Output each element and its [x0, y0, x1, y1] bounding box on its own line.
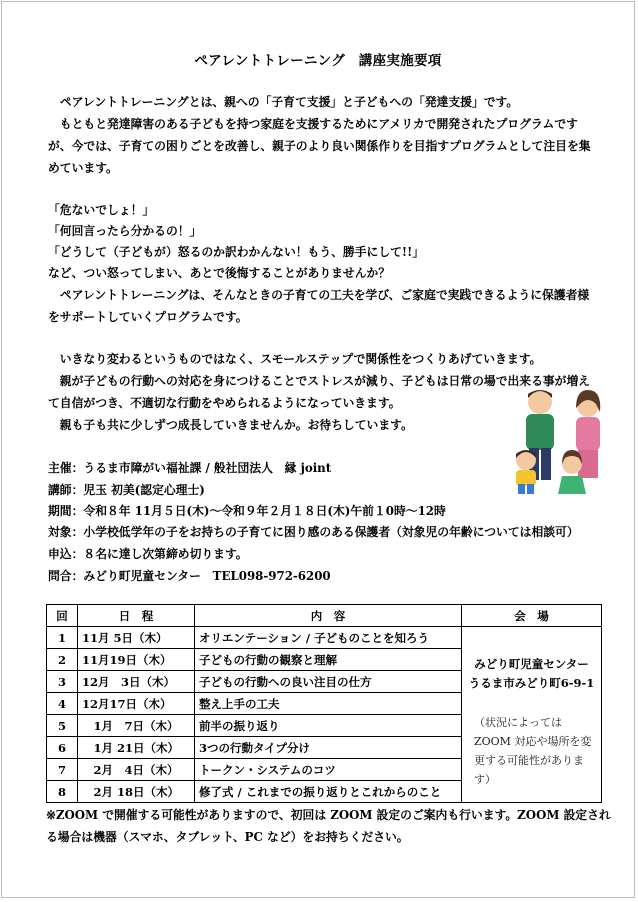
row-no: 2 — [47, 649, 78, 671]
venue-name — [466, 655, 597, 693]
row-date: 11月 5日（木） — [78, 627, 195, 649]
intro-line: めています。 — [48, 161, 118, 175]
row-no: 1 — [47, 627, 78, 649]
steps-line: て自信がつき、不適切な行動をやめられるようになっていきます。 — [48, 396, 401, 410]
row-date: 12月 3日（木） — [78, 671, 195, 693]
row-content: 子どもの行動への良い注目の仕方 — [195, 671, 462, 693]
row-no: 3 — [47, 671, 78, 693]
intro-line: もともと発達障害のある子どもを持つ家庭を支援するためにアメリカで開発されたプログラムです — [48, 117, 578, 131]
quote-line: など、つい怒ってしまい、あとで後悔することがありませんか？ — [48, 266, 391, 280]
info-period: 期間：令和８年 11月５日(木)～令和９年２月１８日(木)午前１0時～12時 — [48, 504, 446, 518]
info-contact: 問合：みどり町児童センター TEL098-972-6200 — [48, 569, 331, 583]
info-organizer: 主催：うるま市障がい福祉課 / 般社団法人 縁 joint — [48, 461, 332, 475]
header-no: 回 — [47, 605, 78, 627]
page-title: ペアレントトレーニング 講座実施要項 — [194, 53, 442, 69]
table-row — [47, 627, 602, 649]
row-content: 整え上手の工夫 — [195, 693, 462, 715]
row-content: 3つの行動タイプ分け — [195, 737, 462, 759]
intro-line: ペアレントトレーニングとは、親への「子育て支援」と子どもへの「発達支援」です。 — [48, 95, 519, 109]
row-date: 2月 4日（木） — [78, 759, 195, 781]
row-content: 修了式 / これまでの振り返りとこれからのこと — [195, 781, 462, 803]
venue-note — [466, 713, 597, 789]
schedule-table — [46, 604, 602, 803]
row-content: 子どもの行動の観察と理解 — [195, 649, 462, 671]
row-date: 11月19日（木） — [78, 649, 195, 671]
footer-note-line: る場合は機器（スマホ、タブレット、PC など）をお持ちください。 — [46, 830, 409, 844]
header-content: 内 容 — [195, 605, 462, 627]
row-content: トークン・システムのコツ — [195, 759, 462, 781]
info-lecturer: 講師：児玉 初美(認定心理士) — [48, 483, 205, 497]
venue-note-line: 更する可能性がありま — [474, 754, 584, 767]
quote-line: ペアレントトレーニングは、そんなときの子育ての工夫を学び、ご家庭で実践できるように保護者様 — [48, 288, 590, 302]
venue-note-line: （状況によっては — [474, 716, 562, 729]
steps-line: 親が子どもの行動への対応を身につけることでストレスが減り、子どもは日常の場で出来る事が増え — [48, 374, 591, 388]
venue-note-line: ZOOM 対応や場所を変 — [474, 735, 592, 748]
venue-name-line: みどり町児童センター — [474, 657, 589, 671]
quote-line: 「どうして（子どもが）怒るのか訳わかんない！もう、勝手にして!!」 — [48, 245, 425, 259]
document-page — [1, 1, 635, 898]
row-no: 5 — [47, 715, 78, 737]
row-date: 2月 18日（木） — [78, 781, 195, 803]
info-application: 申込：８名に達し次第締め切ります。 — [48, 547, 248, 561]
venue-address-line: うるま市みどり町6-9-1 — [468, 676, 595, 690]
intro-line: が、今では、子育ての困りごとを改善し、親子のより良い関係作りを目指すプログラムとして注目を集 — [48, 139, 591, 153]
row-no: 7 — [47, 759, 78, 781]
row-date: 1月 21日（木） — [78, 737, 195, 759]
row-date: 1月 7日（木） — [78, 715, 195, 737]
quote-line: 「何回言ったら分かるの！」 — [48, 224, 202, 238]
row-content: 前半の振り返り — [195, 715, 462, 737]
steps-line: 親も子も共に少しずつ成長していきませんか。お待ちしています。 — [48, 418, 413, 432]
family-illustration — [510, 384, 620, 496]
row-no: 8 — [47, 781, 78, 803]
footer-note-line: ※ZOOM で開催する可能性がありますので、初回は ZOOM 設定のご案内も行います。ZOOM 設定され — [46, 808, 611, 822]
quote-line: をサポートしていくプログラムです。 — [48, 310, 248, 324]
row-content: オリエンテーション / 子どものことを知ろう — [195, 627, 462, 649]
row-no: 6 — [47, 737, 78, 759]
steps-line: いきなり変わるというものではなく、スモールステップで関係性をつくりあげていきます。 — [48, 352, 542, 366]
venue-note-line: す） — [474, 773, 496, 786]
row-no: 4 — [47, 693, 78, 715]
table-header-row — [47, 605, 602, 627]
header-venue: 会 場 — [462, 605, 602, 627]
row-date: 12月17日（木） — [78, 693, 195, 715]
quote-line: 「危ないでしょ！」 — [48, 203, 155, 217]
header-date: 日 程 — [78, 605, 195, 627]
info-target: 対象：小学校低学年の子をお持ちの子育てに困り感のある保護者（対象児の年齢については相談可） — [48, 525, 579, 539]
venue-cell — [462, 627, 602, 803]
